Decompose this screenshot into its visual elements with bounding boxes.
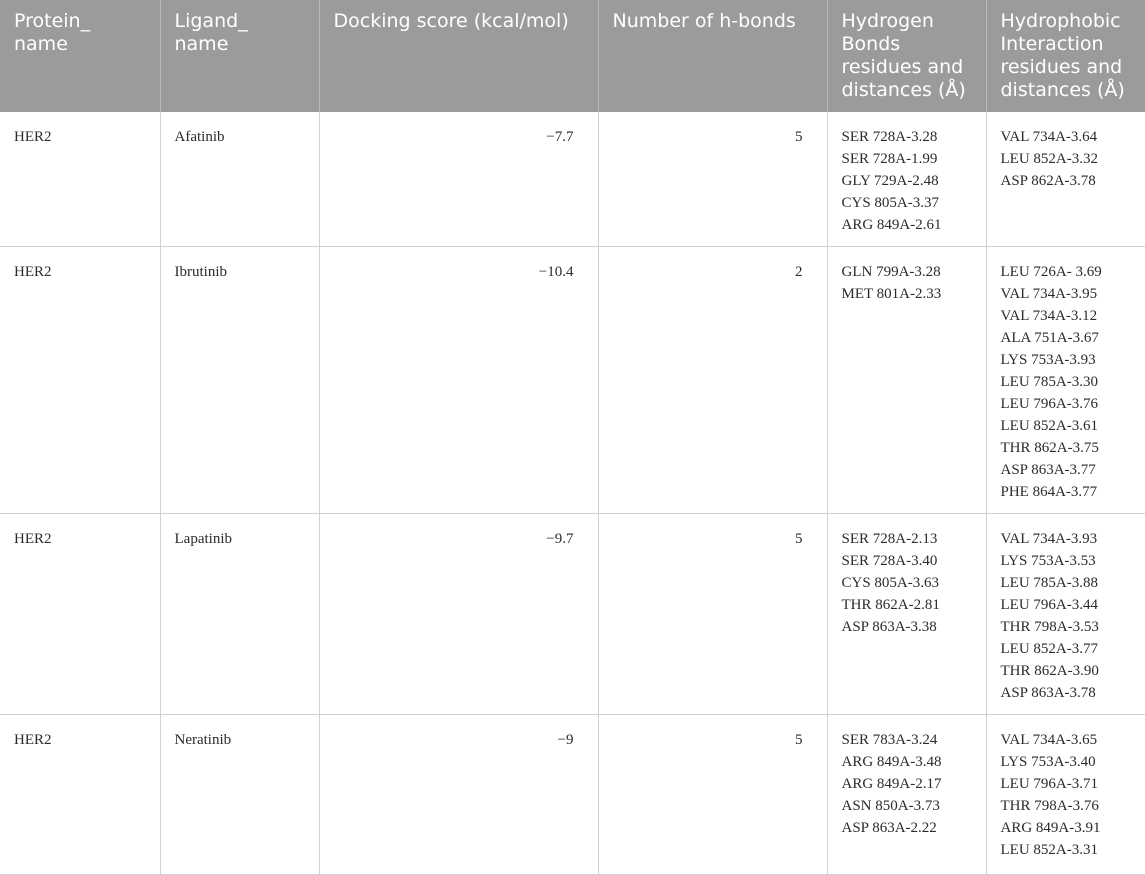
residue-entry: ASP 863A-3.78	[1000, 685, 1096, 701]
residue-entry: SER 728A-3.40	[841, 553, 938, 569]
hydrophobic-residues-cell	[986, 112, 1145, 247]
residue-entry: LEU 796A-3.71	[1000, 776, 1098, 792]
docking-score-cell: −9	[319, 715, 598, 875]
residue-entry: VAL 734A-3.93	[1000, 531, 1098, 547]
residue-entry: THR 862A-3.75	[1000, 440, 1099, 456]
residue-entry: LEU 852A-3.61	[1000, 418, 1098, 434]
protein-cell: HER2	[0, 715, 160, 875]
residue-entry: GLN 799A-3.28	[841, 264, 941, 280]
hydrophobic-residues-cell	[986, 247, 1145, 514]
residue-entry: THR 798A-3.53	[1000, 619, 1099, 635]
residue-entry: LYS 753A-3.53	[1000, 553, 1096, 569]
residue-entry: VAL 734A-3.64	[1000, 129, 1098, 145]
residue-entry: ARG 849A-2.17	[841, 776, 942, 792]
residue-entry: THR 862A-3.90	[1000, 663, 1099, 679]
header-hydrophobic-residues: Hydrophobic Interaction residues and distances (Å)	[986, 0, 1145, 112]
residue-entry: LEU 852A-3.32	[1000, 151, 1098, 167]
residue-entry: LEU 726A- 3.69	[1000, 264, 1102, 280]
residue-entry: LEU 852A-3.77	[1000, 641, 1098, 657]
hbond-residues-cell	[827, 112, 986, 247]
ligand-cell: Lapatinib	[160, 514, 319, 715]
residue-entry: SER 728A-1.99	[841, 151, 938, 167]
residue-entry: ARG 849A-3.91	[1000, 820, 1101, 836]
hbond-count-cell: 5	[598, 514, 827, 715]
residue-entry: PHE 864A-3.77	[1000, 484, 1098, 500]
residue-entry: SER 728A-2.13	[841, 531, 938, 547]
residue-entry: ASN 850A-3.73	[841, 798, 940, 814]
residue-entry: THR 862A-2.81	[841, 597, 940, 613]
residue-entry: LEU 796A-3.44	[1000, 597, 1098, 613]
ligand-cell: Afatinib	[160, 112, 319, 247]
residue-entry: LYS 753A-3.40	[1000, 754, 1096, 770]
residue-entry: SER 783A-3.24	[841, 732, 938, 748]
residue-entry: SER 728A-3.28	[841, 129, 938, 145]
residue-entry: VAL 734A-3.65	[1000, 732, 1098, 748]
residue-entry: ASP 863A-3.38	[841, 619, 937, 635]
hbond-count-cell: 5	[598, 112, 827, 247]
table-row	[0, 514, 1145, 715]
residue-entry: THR 798A-3.76	[1000, 798, 1099, 814]
docking-score-cell: −10.4	[319, 247, 598, 514]
residue-entry: CYS 805A-3.63	[841, 575, 940, 591]
residue-entry: ASP 863A-2.22	[841, 820, 937, 836]
protein-cell: HER2	[0, 247, 160, 514]
ligand-cell: Ibrutinib	[160, 247, 319, 514]
residue-entry: ARG 849A-2.61	[841, 217, 942, 233]
residue-entry: GLY 729A-2.48	[841, 173, 939, 189]
header-number-of-hbonds: Number of h-bonds	[598, 0, 827, 112]
hbond-residues-cell	[827, 247, 986, 514]
residue-entry: MET 801A-2.33	[841, 286, 942, 302]
header-row	[0, 0, 1145, 112]
residue-entry: VAL 734A-3.95	[1000, 286, 1098, 302]
residue-entry: LEU 796A-3.76	[1000, 396, 1098, 412]
residue-entry: ASP 862A-3.78	[1000, 173, 1096, 189]
table-row	[0, 715, 1145, 875]
residue-entry: ARG 849A-3.48	[841, 754, 942, 770]
hbond-residues-cell	[827, 715, 986, 875]
hbond-count-cell: 5	[598, 715, 827, 875]
header-docking-score: Docking score (kcal/mol)	[319, 0, 598, 112]
hydrophobic-residues-cell	[986, 715, 1145, 875]
residue-entry: ASP 863A-3.77	[1000, 462, 1096, 478]
header-ligand-name: Ligand_ name	[160, 0, 319, 112]
header-protein-name: Protein_ name	[0, 0, 160, 112]
header-hbond-residues: Hydrogen Bonds residues and distances (Å)	[827, 0, 986, 112]
hbond-count-cell: 2	[598, 247, 827, 514]
table-row	[0, 112, 1145, 247]
table-row	[0, 247, 1145, 514]
docking-score-cell: −9.7	[319, 514, 598, 715]
residue-entry: LEU 785A-3.30	[1000, 374, 1098, 390]
ligand-cell: Neratinib	[160, 715, 319, 875]
residue-entry: LYS 753A-3.93	[1000, 352, 1096, 368]
residue-entry: LEU 785A-3.88	[1000, 575, 1098, 591]
protein-cell: HER2	[0, 112, 160, 247]
hbond-residues-cell	[827, 514, 986, 715]
docking-score-cell: −7.7	[319, 112, 598, 247]
residue-entry: CYS 805A-3.37	[841, 195, 940, 211]
residue-entry: VAL 734A-3.12	[1000, 308, 1098, 324]
residue-entry: ALA 751A-3.67	[1000, 330, 1099, 346]
hydrophobic-residues-cell	[986, 514, 1145, 715]
protein-cell: HER2	[0, 514, 160, 715]
residue-entry: LEU 852A-3.31	[1000, 842, 1098, 858]
